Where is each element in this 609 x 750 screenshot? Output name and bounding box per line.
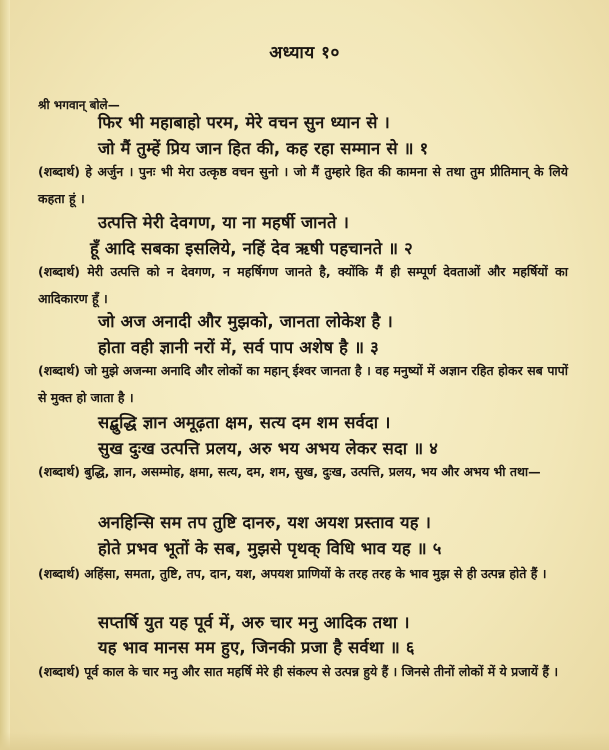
- verse-1-gloss: (शब्दार्थ) हे अर्जुन । पुनः भी मेरा उत्कृष्ठ वचन सुनो । जो मैं तुम्हारे हित की कामना से तथा तुम प्रीतिमान् के लिये कहता हूं ।: [38, 164, 568, 206]
- verse-4-gloss: (शब्दार्थ) बुद्धि, ज्ञान, असम्मोह, क्षमा, सत्य, दम, शम, सुख, दुःख, उत्पत्ति, प्रलय, भय और अभय भी तथा—: [38, 464, 541, 479]
- page-edge-shadow: [0, 0, 10, 750]
- verse-3-line-2: होता वही ज्ञानी नरों में, सर्व पाप अशेष है ॥ ३: [98, 338, 379, 357]
- verse-5-gloss: (शब्दार्थ) अहिंसा, समता, तुष्टि, तप, दान, यश, अपयश प्राणियों के तरह तरह के भाव मुझ से ही उत्पन्न होते हैं ।: [38, 566, 547, 581]
- chapter-heading: अध्याय १०: [269, 43, 340, 63]
- verse-1-line-2: जो मैं तुम्हें प्रिय जान हित की, कह रहा सम्मान से ॥ १: [98, 139, 429, 158]
- verse-2-gloss: (शब्दार्थ) मेरी उत्पत्ति को न देवगण, न महर्षिगण जानते है, क्योंकि मैं ही सम्पूर्ण देवताओं और महर्षियों का आदिकारण हूँ ।: [38, 264, 568, 306]
- page-bottom-shadow: [0, 732, 609, 750]
- verse-4-line-1: सद्बुद्धि ज्ञान अमूढ़ता क्षम, सत्य दम शम सर्वदा ।: [98, 413, 391, 432]
- verse-3-line-1: जो अज अनादी और मुझको, जानता लोकेश है ।: [98, 312, 393, 331]
- verse-3-gloss: (शब्दार्थ) जो मुझे अजन्मा अनादि और लोकों का महान् ईश्वर जानता है । वह मनुष्यों में अज्ञान रहित होकर सब पापों से मुक्त हो जाता है ।: [38, 363, 568, 405]
- verse-5-line-1: अनहिन्सि सम तप तुष्टि दानरु, यश अयश प्रस्ताव यह ।: [98, 513, 432, 532]
- verse-6-gloss: (शब्दार्थ) पूर्व काल के चार मनु और सात महर्षि मेरे ही संकल्प से उत्पन्न हुये हैं । जिनसे तीनों लोकों में ये प्रजायें हैं ।: [38, 664, 559, 679]
- verse-2-line-2: हूँ आदि सबका इसलिये, नहिं देव ऋषी पहचानते ॥ २: [90, 239, 413, 258]
- verse-6-line-2: यह भाव मानस मम हुए, जिनकी प्रजा है सर्वथा ॥ ६: [98, 638, 415, 657]
- verse-5-line-2: होते प्रभव भूतों के सब, मुझसे पृथक् विधि भाव यह ॥ ५: [98, 539, 442, 558]
- speaker-label: श्री भगवान् बोले—: [38, 98, 120, 112]
- verse-6-line-1: सप्तर्षि युत यह पूर्व में, अरु चार मनु आदिक तथा ।: [98, 613, 410, 632]
- verse-1-line-1: फिर भी महाबाहो परम, मेरे वचन सुन ध्यान से ।: [98, 113, 390, 132]
- verse-4-line-2: सुख दुःख उत्पत्ति प्रलय, अरु भय अभय लेकर सदा ॥ ४: [98, 439, 439, 458]
- verse-2-line-1: उत्पत्ति मेरी देवगण, या ना महर्षी जानते ।: [98, 213, 350, 232]
